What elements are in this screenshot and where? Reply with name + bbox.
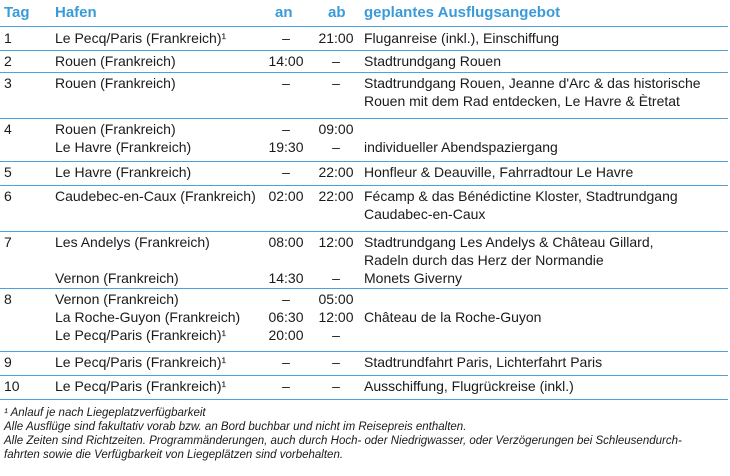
cell-hafen: Le Havre (Frankreich) xyxy=(55,164,192,180)
cell-hafen: Le Pecq/Paris (Frankreich)¹ xyxy=(55,30,227,46)
cell-hafen: La Roche-Guyon (Frankreich) xyxy=(55,309,241,325)
cell-hafen: Vernon (Frankreich) xyxy=(55,270,179,286)
cell-ab: – xyxy=(332,75,340,91)
cell-angebot: Fécamp & das Bénédictine Kloster, Stadtrundgang xyxy=(364,188,678,204)
cell-tag: 7 xyxy=(4,234,12,250)
row-divider xyxy=(0,375,728,376)
cell-hafen: Les Andelys (Frankreich) xyxy=(55,234,210,250)
cell-angebot: Rouen mit dem Rad entdecken, Le Havre & Ètretat xyxy=(364,93,680,109)
cell-ab: – xyxy=(332,53,340,69)
cell-ab: 09:00 xyxy=(318,121,354,137)
cell-an: 14:30 xyxy=(268,270,304,286)
cell-an: 19:30 xyxy=(268,139,304,155)
cell-angebot: Fluganreise (inkl.), Einschiffung xyxy=(364,30,560,46)
cell-angebot: Stadtrundgang Rouen, Jeanne d'Arc & das historische xyxy=(364,75,701,91)
row-divider xyxy=(0,50,728,51)
row-divider xyxy=(0,185,728,186)
cell-an: – xyxy=(282,291,290,307)
header-hafen: Hafen xyxy=(55,4,97,21)
cell-angebot: Stadtrundfahrt Paris, Lichterfahrt Paris xyxy=(364,354,603,370)
cell-tag: 4 xyxy=(4,121,12,137)
cell-angebot: Monets Giverny xyxy=(364,270,463,286)
row-divider xyxy=(0,288,728,289)
cell-tag: 2 xyxy=(4,53,12,69)
cell-an: – xyxy=(282,121,290,137)
cell-hafen: Le Pecq/Paris (Frankreich)¹ xyxy=(55,354,227,370)
cell-angebot: Château de la Roche-Guyon xyxy=(364,309,542,325)
row-divider xyxy=(0,161,728,162)
cell-an: 08:00 xyxy=(268,234,304,250)
row-divider xyxy=(0,72,728,73)
cell-tag: 3 xyxy=(4,75,12,91)
cell-angebot: Ausschiffung, Flugrückreise (inkl.) xyxy=(364,378,574,394)
cell-angebot: Honfleur & Deauville, Fahrradtour Le Havre xyxy=(364,164,634,180)
header-tag: Tag xyxy=(4,4,30,21)
footnote-zeiten-1: Alle Zeiten sind Richtzeiten. Programmänderungen, auch durch Hoch- oder Niedrigwasser, oder Verzögerungen bei Schleusendurch- xyxy=(4,435,682,447)
cell-angebot: Stadtrundgang Rouen xyxy=(364,53,501,69)
footnote-ausfluege: Alle Ausflüge sind fakultativ vorab bzw. an Bord buchbar und nicht im Reisepreis enthalten. xyxy=(4,421,467,433)
header-an: an xyxy=(275,4,293,21)
cell-an: 14:00 xyxy=(268,53,304,69)
cell-tag: 1 xyxy=(4,30,12,46)
cell-angebot: individueller Abendspaziergang xyxy=(364,139,558,155)
cell-ab: – xyxy=(332,354,340,370)
cell-an: 20:00 xyxy=(268,327,304,343)
cell-an: – xyxy=(282,378,290,394)
row-divider xyxy=(0,118,728,119)
cell-ab: – xyxy=(332,327,340,343)
footnote-zeiten-2: fahrten sowie die Verfügbarkeit von Liegeplätzen sind vorbehalten. xyxy=(4,449,344,461)
cell-ab: 22:00 xyxy=(318,188,354,204)
cell-tag: 5 xyxy=(4,164,12,180)
cell-tag: 6 xyxy=(4,188,12,204)
cell-hafen: Le Pecq/Paris (Frankreich)¹ xyxy=(55,327,227,343)
cell-tag: 8 xyxy=(4,291,12,307)
row-divider xyxy=(0,351,728,352)
footnote-anlauf: ¹ Anlauf je nach Liegeplatzverfügbarkeit xyxy=(4,407,206,419)
cell-hafen: Rouen (Frankreich) xyxy=(55,75,176,91)
cell-hafen: Vernon (Frankreich) xyxy=(55,291,179,307)
cell-hafen: Caudebec-en-Caux (Frankreich) xyxy=(55,188,256,204)
cell-ab: 05:00 xyxy=(318,291,354,307)
cell-an: 06:30 xyxy=(268,309,304,325)
cell-ab: 12:00 xyxy=(318,234,354,250)
cell-ab: – xyxy=(332,270,340,286)
cell-an: – xyxy=(282,354,290,370)
cell-hafen: Le Pecq/Paris (Frankreich)¹ xyxy=(55,378,227,394)
cell-angebot: Radeln durch das Herz der Normandie xyxy=(364,252,604,268)
cell-an: – xyxy=(282,164,290,180)
header-ab: ab xyxy=(328,4,346,21)
cell-ab: – xyxy=(332,139,340,155)
cell-angebot: Stadtrundgang Les Andelys & Château Gillard, xyxy=(364,234,654,250)
header-angebot: geplantes Ausflugsangebot xyxy=(364,4,561,21)
cell-ab: 21:00 xyxy=(318,30,354,46)
cell-an: – xyxy=(282,30,290,46)
row-divider xyxy=(0,231,728,232)
cell-hafen: Rouen (Frankreich) xyxy=(55,121,176,137)
cell-an: – xyxy=(282,75,290,91)
cell-an: 02:00 xyxy=(268,188,304,204)
cell-hafen: Le Havre (Frankreich) xyxy=(55,139,192,155)
cell-tag: 9 xyxy=(4,354,12,370)
cell-ab: – xyxy=(332,378,340,394)
row-divider xyxy=(0,399,728,400)
cell-ab: 12:00 xyxy=(318,309,354,325)
cell-tag: 10 xyxy=(4,378,20,394)
cell-hafen: Rouen (Frankreich) xyxy=(55,53,176,69)
cell-angebot: Caudabec-en-Caux xyxy=(364,206,486,222)
cell-ab: 22:00 xyxy=(318,164,354,180)
header-rule xyxy=(0,26,728,27)
